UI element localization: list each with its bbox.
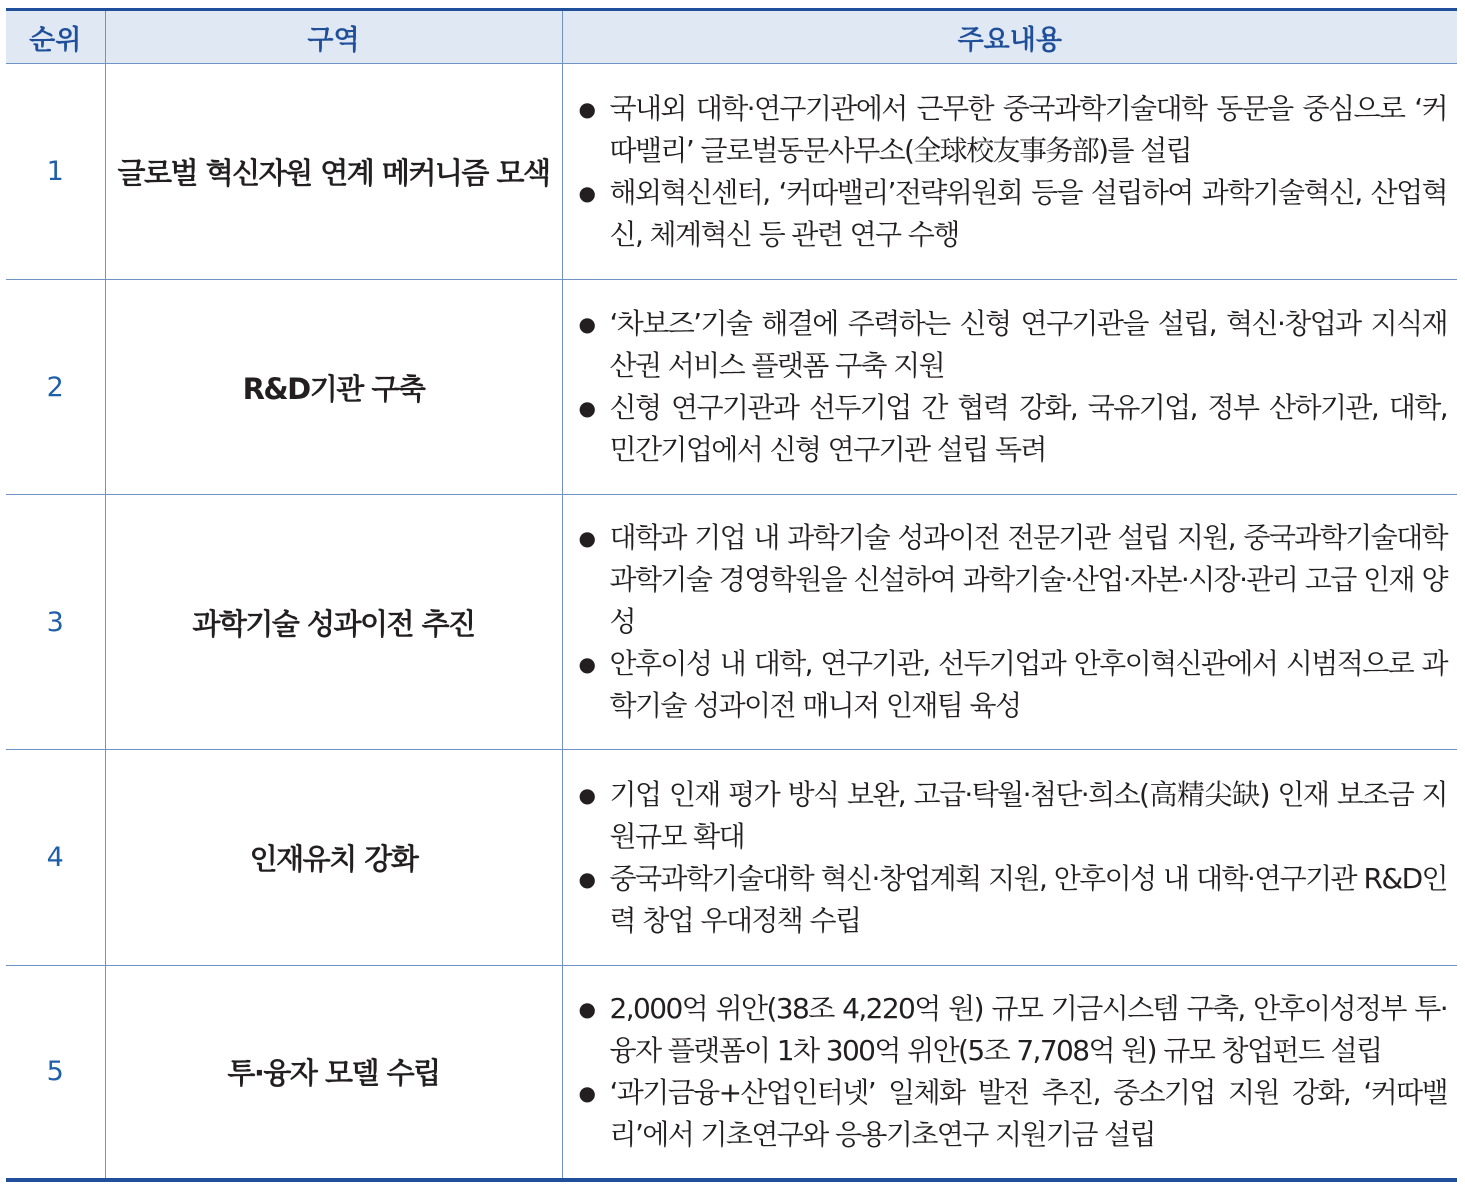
bullet-icon: ● bbox=[578, 396, 595, 420]
table-row bbox=[6, 64, 1457, 280]
content-item bbox=[577, 387, 1448, 471]
rank-cell: 1 bbox=[6, 64, 105, 280]
content-cell bbox=[562, 64, 1457, 280]
policy-table bbox=[6, 8, 1457, 1182]
content-item bbox=[577, 1072, 1448, 1156]
table-row bbox=[6, 280, 1457, 495]
content-list bbox=[577, 303, 1448, 471]
table-row bbox=[6, 495, 1457, 750]
content-list bbox=[577, 88, 1448, 256]
table-body bbox=[6, 64, 1457, 1180]
content-item bbox=[577, 774, 1448, 858]
bullet-icon: ● bbox=[578, 782, 595, 807]
content-cell bbox=[562, 280, 1457, 495]
area-cell: R&D기관 구축 bbox=[105, 280, 562, 495]
rank-cell: 5 bbox=[6, 966, 105, 1180]
content-list bbox=[577, 774, 1448, 942]
rank-cell: 2 bbox=[6, 280, 105, 495]
content-item bbox=[577, 858, 1448, 942]
table-row bbox=[6, 966, 1457, 1180]
table-row bbox=[6, 750, 1457, 966]
content-item-text: 신형 연구기관과 선두기업 간 협력 강화, 국유기업, 정부 산하기관, 대학, 민간기업에서 신형 연구기관 설립 독려 bbox=[609, 391, 1447, 466]
bullet-icon: ● bbox=[578, 1080, 595, 1105]
content-item bbox=[577, 517, 1448, 643]
content-item-text: 해외혁신센터, ‘커따밸리’전략위원회 등을 설립하여 과학기술혁신, 산업혁신, 체계혁신 등 관련 연구 수행 bbox=[609, 175, 1447, 251]
content-list bbox=[577, 517, 1448, 727]
content-item-text: ‘과기금융+산업인터넷’ 일체화 발전 추진, 중소기업 지원 강화, ‘커따밸리’에서 기초연구와 응용기초연구 지원기금 설립 bbox=[609, 1075, 1447, 1151]
content-item-text: 중국과학기술대학 혁신·창업계획 지원, 안후이성 내 대학·연구기관 R&D인력 창업 우대정책 수립 bbox=[609, 861, 1447, 937]
content-item bbox=[577, 88, 1448, 172]
area-cell: 글로벌 혁신자원 연계 메커니즘 모색 bbox=[105, 64, 562, 280]
bullet-icon: ● bbox=[578, 866, 595, 891]
area-cell: 인재유치 강화 bbox=[105, 750, 562, 966]
header-content: 주요내용 bbox=[562, 10, 1457, 64]
content-item bbox=[577, 643, 1448, 727]
content-item-text: 대학과 기업 내 과학기술 성과이전 전문기관 설립 지원, 중국과학기술대학 과학기술 경영학원을 신설하여 과학기술·산업·자본·시장·관리 고급 인재 양성 bbox=[609, 521, 1447, 638]
bullet-icon: ● bbox=[578, 526, 595, 550]
content-item bbox=[577, 172, 1448, 256]
content-item bbox=[577, 988, 1448, 1072]
table-header bbox=[6, 10, 1457, 64]
header-row bbox=[6, 10, 1457, 64]
area-cell: 과학기술 성과이전 추진 bbox=[105, 495, 562, 750]
content-item bbox=[577, 303, 1448, 387]
rank-cell: 4 bbox=[6, 750, 105, 966]
bullet-icon: ● bbox=[578, 312, 595, 336]
bullet-icon: ● bbox=[578, 996, 595, 1021]
area-cell: 투·융자 모델 수립 bbox=[105, 966, 562, 1180]
content-item-text: 국내외 대학·연구기관에서 근무한 중국과학기술대학 동문을 중심으로 ‘커따밸리’ 글로벌동문사무소(全球校友事务部)를 설립 bbox=[609, 91, 1447, 167]
content-item-text: 안후이성 내 대학, 연구기관, 선두기업과 안후이혁신관에서 시범적으로 과학기술 성과이전 매니저 인재팀 육성 bbox=[609, 647, 1447, 722]
content-item-text: 2,000억 위안(38조 4,220억 원) 규모 기금시스템 구축, 안후이성정부 투·융자 플랫폼이 1차 300억 위안(5조 7,708억 원) 규모 창업펀드 설립 bbox=[609, 991, 1447, 1067]
bullet-icon: ● bbox=[578, 180, 595, 205]
content-item-text: 기업 인재 평가 방식 보완, 고급·탁월·첨단·희소(高精尖缺) 인재 보조금 지원규모 확대 bbox=[609, 777, 1447, 853]
content-cell bbox=[562, 966, 1457, 1180]
bullet-icon: ● bbox=[578, 652, 595, 676]
content-item-text: ‘차보즈’기술 해결에 주력하는 신형 연구기관을 설립, 혁신·창업과 지식재산권 서비스 플랫폼 구축 지원 bbox=[609, 307, 1447, 382]
bullet-icon: ● bbox=[578, 96, 595, 121]
header-area: 구역 bbox=[105, 10, 562, 64]
content-cell bbox=[562, 495, 1457, 750]
rank-cell: 3 bbox=[6, 495, 105, 750]
header-rank: 순위 bbox=[6, 10, 105, 64]
content-cell bbox=[562, 750, 1457, 966]
content-list bbox=[577, 988, 1448, 1156]
